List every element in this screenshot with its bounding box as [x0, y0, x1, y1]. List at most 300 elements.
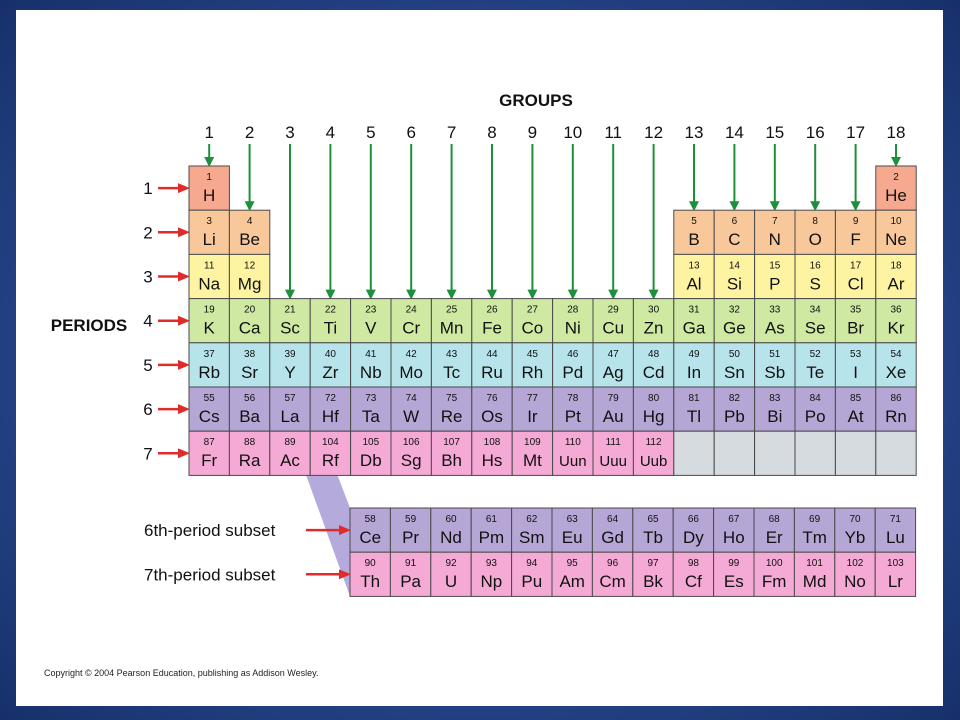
element-cell [472, 299, 512, 343]
atomic-number: 7 [772, 216, 778, 228]
element-cell [229, 254, 269, 298]
actinide-cell [592, 552, 632, 596]
group-number: 2 [244, 123, 255, 142]
lanthanide-cell [552, 508, 592, 552]
element-symbol: Tl [686, 407, 702, 426]
group-number: 12 [644, 123, 664, 142]
element-cell [512, 387, 552, 431]
element-symbol: Pt [564, 407, 581, 426]
element-symbol: Pr [402, 528, 420, 547]
element-symbol: Ru [481, 362, 503, 382]
atomic-number: 110 [564, 437, 581, 449]
element-cell [229, 431, 269, 475]
atomic-number: 46 [567, 348, 579, 360]
group-number: 18 [886, 123, 906, 142]
atomic-number: 91 [405, 558, 417, 570]
group-number: 15 [765, 123, 785, 142]
element-symbol: Ba [239, 407, 260, 426]
lanthanide-cell [633, 508, 673, 552]
element-cell [229, 299, 269, 343]
element-cell [310, 387, 350, 431]
atomic-number: 98 [687, 558, 699, 570]
element-cell-bg [714, 431, 754, 475]
element-symbol: Cr [402, 318, 421, 338]
element-symbol: Th [360, 572, 381, 592]
atomic-number: 77 [526, 393, 538, 404]
element-symbol: Fr [201, 451, 218, 471]
element-symbol: Re [440, 407, 463, 426]
copyright-notice: Copyright © 2004 Pearson Education, publishing as Addison Wesley. [44, 668, 319, 678]
atomic-number: 17 [850, 260, 862, 272]
element-cell [755, 299, 795, 343]
lanthanide-cell [592, 508, 632, 552]
element-cell [593, 387, 633, 431]
element-symbol: Te [806, 362, 825, 382]
element-cell [553, 431, 593, 475]
atomic-number: 21 [284, 304, 296, 316]
element-symbol: Bk [643, 572, 663, 592]
period-number: 2 [143, 223, 153, 243]
element-symbol: Kr [887, 318, 905, 338]
element-cell [876, 299, 916, 343]
group-number: 5 [366, 123, 376, 142]
element-symbol: Sc [280, 318, 300, 338]
atomic-number: 67 [728, 514, 740, 525]
element-cell-bg [876, 431, 916, 475]
group-number: 13 [684, 123, 704, 142]
lanthanide-cell [390, 508, 430, 552]
element-cell [270, 387, 310, 431]
actinide-cell [512, 552, 552, 596]
element-cell [189, 299, 229, 343]
period-number: 1 [143, 179, 153, 199]
element-symbol: Pu [521, 572, 543, 592]
atomic-number: 69 [809, 514, 821, 525]
element-symbol: Es [723, 572, 744, 592]
element-symbol: Si [726, 274, 742, 294]
element-cell-bg [755, 431, 795, 475]
subset-label: 6th-period subset [144, 521, 276, 541]
element-cell [795, 254, 835, 298]
element-symbol: Zr [322, 362, 339, 382]
atomic-number: 73 [365, 393, 377, 404]
element-cell [553, 343, 593, 387]
atomic-number: 100 [765, 558, 783, 570]
element-symbol: Dy [683, 528, 704, 547]
element-symbol: N [768, 230, 781, 250]
atomic-number: 82 [728, 393, 740, 404]
actinide-cell [471, 552, 511, 596]
atomic-number: 58 [364, 514, 376, 525]
atomic-number: 28 [567, 304, 579, 316]
element-cell [310, 343, 350, 387]
atomic-number: 41 [365, 348, 377, 360]
atomic-number: 15 [769, 260, 781, 272]
atomic-number: 87 [203, 437, 215, 449]
lanthanide-cell [673, 508, 713, 552]
atomic-number: 6 [731, 216, 738, 228]
element-cell [512, 299, 552, 343]
element-symbol: Na [198, 274, 221, 294]
atomic-number: 95 [566, 558, 578, 570]
atomic-number: 49 [688, 348, 700, 360]
atomic-number: 23 [365, 304, 377, 316]
element-cell [351, 343, 391, 387]
element-cell [270, 431, 310, 475]
atomic-number: 52 [809, 348, 821, 360]
group-number: 1 [204, 123, 214, 142]
atomic-number: 18 [890, 260, 902, 272]
atomic-number: 79 [607, 393, 619, 404]
element-symbol: W [403, 407, 420, 426]
atomic-number: 104 [322, 437, 339, 449]
element-symbol: Rb [198, 362, 221, 382]
element-cell [755, 343, 795, 387]
group-number: 16 [805, 123, 825, 142]
element-symbol: Ga [682, 318, 706, 338]
element-symbol: Uun [559, 453, 587, 471]
element-symbol: No [844, 572, 866, 592]
atomic-number: 1 [206, 172, 212, 183]
atomic-number: 53 [850, 348, 862, 360]
element-symbol: Pb [724, 407, 745, 426]
element-symbol: Ta [361, 407, 380, 426]
atomic-number: 109 [524, 437, 541, 449]
periodic-table-diagram [16, 10, 943, 660]
actinide-cell [350, 552, 390, 596]
actinide-cell [754, 552, 794, 596]
element-cell [472, 387, 512, 431]
element-symbol: Ir [527, 407, 538, 426]
element-symbol: Tc [443, 362, 461, 382]
group-number: 9 [527, 123, 538, 142]
atomic-number: 22 [324, 304, 336, 316]
lanthanide-cell [835, 508, 875, 552]
atomic-number: 34 [809, 304, 821, 316]
atomic-number: 35 [850, 304, 862, 316]
element-symbol: Bh [441, 451, 462, 471]
element-cell [876, 387, 916, 431]
atomic-number: 92 [445, 558, 457, 570]
atomic-number: 48 [648, 348, 660, 360]
main-table [189, 166, 916, 475]
element-cell [512, 431, 552, 475]
group-number: 14 [724, 123, 744, 142]
atomic-number: 106 [402, 437, 420, 449]
element-symbol: U [444, 572, 458, 592]
element-symbol: At [847, 407, 864, 426]
lanthanide-cell [754, 508, 794, 552]
element-cell [472, 431, 512, 475]
element-symbol: Pa [400, 572, 421, 592]
periods-heading: PERIODS [50, 316, 128, 335]
atomic-number: 12 [244, 260, 256, 272]
atomic-number: 94 [526, 558, 538, 570]
element-symbol: Sm [519, 528, 545, 547]
element-symbol: Mo [399, 362, 424, 382]
atomic-number: 29 [607, 304, 619, 316]
element-cell [755, 254, 795, 298]
atomic-number: 75 [446, 393, 458, 404]
element-symbol: Be [239, 230, 260, 250]
atomic-number: 45 [526, 348, 538, 360]
group-number: 11 [604, 123, 623, 142]
atomic-number: 62 [526, 514, 538, 525]
atomic-number: 81 [688, 393, 700, 404]
element-cell [714, 299, 754, 343]
atomic-number: 57 [284, 393, 296, 404]
element-symbol: S [809, 274, 821, 294]
element-symbol: H [203, 186, 216, 205]
atomic-number: 84 [809, 393, 821, 404]
element-symbol: F [850, 230, 861, 250]
element-symbol: Co [521, 318, 544, 338]
atomic-number: 111 [605, 437, 621, 449]
element-cell [755, 210, 795, 254]
element-symbol: Bi [767, 407, 783, 426]
atomic-number: 42 [405, 348, 417, 360]
atomic-number: 39 [284, 348, 296, 360]
element-symbol: Sb [764, 362, 786, 382]
element-cell [714, 210, 754, 254]
element-symbol: Y [284, 362, 296, 382]
element-symbol: Uub [639, 453, 668, 471]
element-cell [351, 299, 391, 343]
element-symbol: Nb [359, 362, 382, 382]
atomic-number: 43 [446, 348, 458, 360]
element-symbol: He [885, 186, 907, 205]
element-symbol: Rf [321, 451, 339, 471]
element-symbol: Xe [885, 362, 907, 382]
element-symbol: Sn [724, 362, 745, 382]
atomic-number: 14 [728, 260, 740, 272]
lanthanide-cell [471, 508, 511, 552]
element-cell [795, 299, 835, 343]
element-cell [391, 299, 431, 343]
atomic-number: 26 [486, 304, 498, 316]
element-cell [633, 387, 673, 431]
element-cell [189, 431, 229, 475]
atomic-number: 60 [445, 514, 457, 525]
atomic-number: 59 [405, 514, 417, 525]
element-symbol: Zn [643, 318, 664, 338]
element-cell [876, 210, 916, 254]
element-symbol: K [203, 318, 215, 338]
element-symbol: Fe [482, 318, 502, 338]
element-symbol: Gd [601, 528, 624, 547]
atomic-number: 44 [486, 348, 498, 360]
element-cell [674, 387, 714, 431]
element-symbol: Tm [802, 528, 827, 547]
element-cell [795, 387, 835, 431]
lanthanide-cell [431, 508, 471, 552]
actinide-cell [673, 552, 713, 596]
empty-cell [755, 431, 795, 475]
period-number: 3 [143, 267, 153, 287]
atomic-number: 89 [284, 437, 296, 449]
element-cell [633, 343, 673, 387]
atomic-number: 33 [769, 304, 781, 316]
atomic-number: 63 [566, 514, 578, 525]
element-symbol: Hs [481, 451, 503, 471]
actinide-cell [835, 552, 875, 596]
element-cell [795, 210, 835, 254]
element-symbol: Uuu [599, 453, 627, 471]
element-symbol: Lu [885, 528, 905, 547]
element-symbol: O [808, 230, 822, 250]
atomic-number: 86 [890, 393, 902, 404]
element-cell [472, 343, 512, 387]
element-symbol: Sr [241, 362, 259, 382]
subset-label: 7th-period subset [144, 565, 276, 585]
atomic-number: 55 [203, 393, 215, 404]
element-cell [189, 254, 229, 298]
element-symbol: Ce [359, 528, 382, 547]
element-symbol: Ge [723, 318, 746, 338]
atomic-number: 83 [769, 393, 781, 404]
element-cell [431, 343, 471, 387]
atomic-number: 103 [887, 558, 904, 570]
element-symbol: Au [602, 407, 624, 426]
atomic-number: 20 [244, 304, 256, 316]
element-symbol: Hg [642, 407, 665, 426]
element-symbol: Mg [237, 274, 262, 294]
actinide-cell [431, 552, 471, 596]
atomic-number: 31 [688, 304, 700, 316]
element-symbol: Ac [280, 451, 300, 471]
atomic-number: 13 [688, 260, 700, 272]
element-cell [391, 343, 431, 387]
period-label-column [143, 179, 184, 463]
atomic-number: 2 [893, 172, 899, 183]
atomic-number: 51 [769, 348, 781, 360]
atomic-number: 16 [809, 260, 821, 272]
group-number: 10 [563, 123, 583, 142]
atomic-number: 65 [647, 514, 659, 525]
element-cell-bg [674, 431, 714, 475]
element-cell [189, 343, 229, 387]
element-symbol: P [769, 274, 781, 294]
atomic-number: 10 [890, 216, 902, 228]
element-cell [593, 299, 633, 343]
element-symbol: Ra [238, 451, 261, 471]
period-number: 6 [143, 400, 153, 420]
atomic-number: 85 [850, 393, 862, 404]
element-symbol: Li [202, 230, 216, 250]
element-cell [876, 166, 916, 210]
element-symbol: I [853, 362, 858, 382]
f-block-subsets [144, 508, 916, 596]
atomic-number: 108 [483, 437, 501, 449]
element-cell [229, 210, 269, 254]
element-symbol: Cu [602, 318, 625, 338]
actinide-cell [552, 552, 592, 596]
element-symbol: Ti [323, 318, 338, 338]
element-cell [876, 254, 916, 298]
element-symbol: Eu [561, 528, 583, 547]
actinide-cell [794, 552, 834, 596]
atomic-number: 72 [324, 393, 336, 404]
atomic-number: 30 [648, 304, 660, 316]
empty-cell [876, 431, 916, 475]
element-cell [835, 299, 875, 343]
atomic-number: 9 [852, 216, 859, 228]
element-symbol: Al [686, 274, 702, 294]
groups-heading: GROUPS [499, 91, 573, 110]
atomic-number: 102 [846, 558, 864, 570]
element-cell-bg [795, 431, 835, 475]
element-symbol: Fm [761, 572, 787, 592]
element-cell [512, 343, 552, 387]
lanthanide-cell [794, 508, 834, 552]
period-number: 4 [143, 311, 153, 331]
atomic-number: 56 [244, 393, 256, 404]
element-symbol: Np [480, 572, 503, 592]
atomic-number: 61 [485, 514, 497, 525]
atomic-number: 88 [244, 437, 256, 449]
atomic-number: 3 [206, 216, 212, 228]
group-number: 7 [446, 123, 457, 142]
actinide-cell [875, 552, 915, 596]
element-cell [714, 343, 754, 387]
actinide-cell [714, 552, 754, 596]
element-symbol: Po [804, 407, 826, 426]
group-number: 4 [325, 123, 336, 142]
atomic-number: 40 [324, 348, 336, 360]
element-symbol: Rh [521, 362, 544, 382]
element-cell [351, 431, 391, 475]
atomic-number: 38 [244, 348, 256, 360]
element-cell [835, 387, 875, 431]
element-symbol: Yb [844, 528, 866, 547]
atomic-number: 24 [405, 304, 417, 316]
element-symbol: Cf [684, 572, 702, 592]
element-cell [674, 299, 714, 343]
element-symbol: Er [765, 528, 783, 547]
atomic-number: 25 [446, 304, 458, 316]
element-cell [876, 343, 916, 387]
atomic-number: 4 [246, 216, 253, 228]
element-cell [674, 343, 714, 387]
element-symbol: Pm [478, 528, 505, 547]
element-cell [229, 343, 269, 387]
atomic-number: 80 [648, 393, 660, 404]
element-cell [755, 387, 795, 431]
element-symbol: Br [847, 318, 865, 338]
element-cell [431, 387, 471, 431]
element-symbol: Tb [643, 528, 663, 547]
element-cell [835, 210, 875, 254]
element-symbol: Rn [885, 407, 907, 426]
element-symbol: Sg [400, 451, 422, 471]
element-cell [189, 210, 229, 254]
element-cell [593, 343, 633, 387]
empty-cell [795, 431, 835, 475]
element-cell [270, 299, 310, 343]
period-number: 5 [143, 355, 153, 375]
element-cell [593, 431, 633, 475]
atomic-number: 27 [526, 304, 538, 316]
element-cell [310, 431, 350, 475]
lanthanide-cell [512, 508, 552, 552]
atomic-number: 32 [728, 304, 740, 316]
element-cell [189, 387, 229, 431]
element-symbol: In [686, 362, 702, 382]
element-cell [229, 387, 269, 431]
atomic-number: 47 [607, 348, 619, 360]
atomic-number: 105 [362, 437, 380, 449]
atomic-number: 66 [687, 514, 699, 525]
